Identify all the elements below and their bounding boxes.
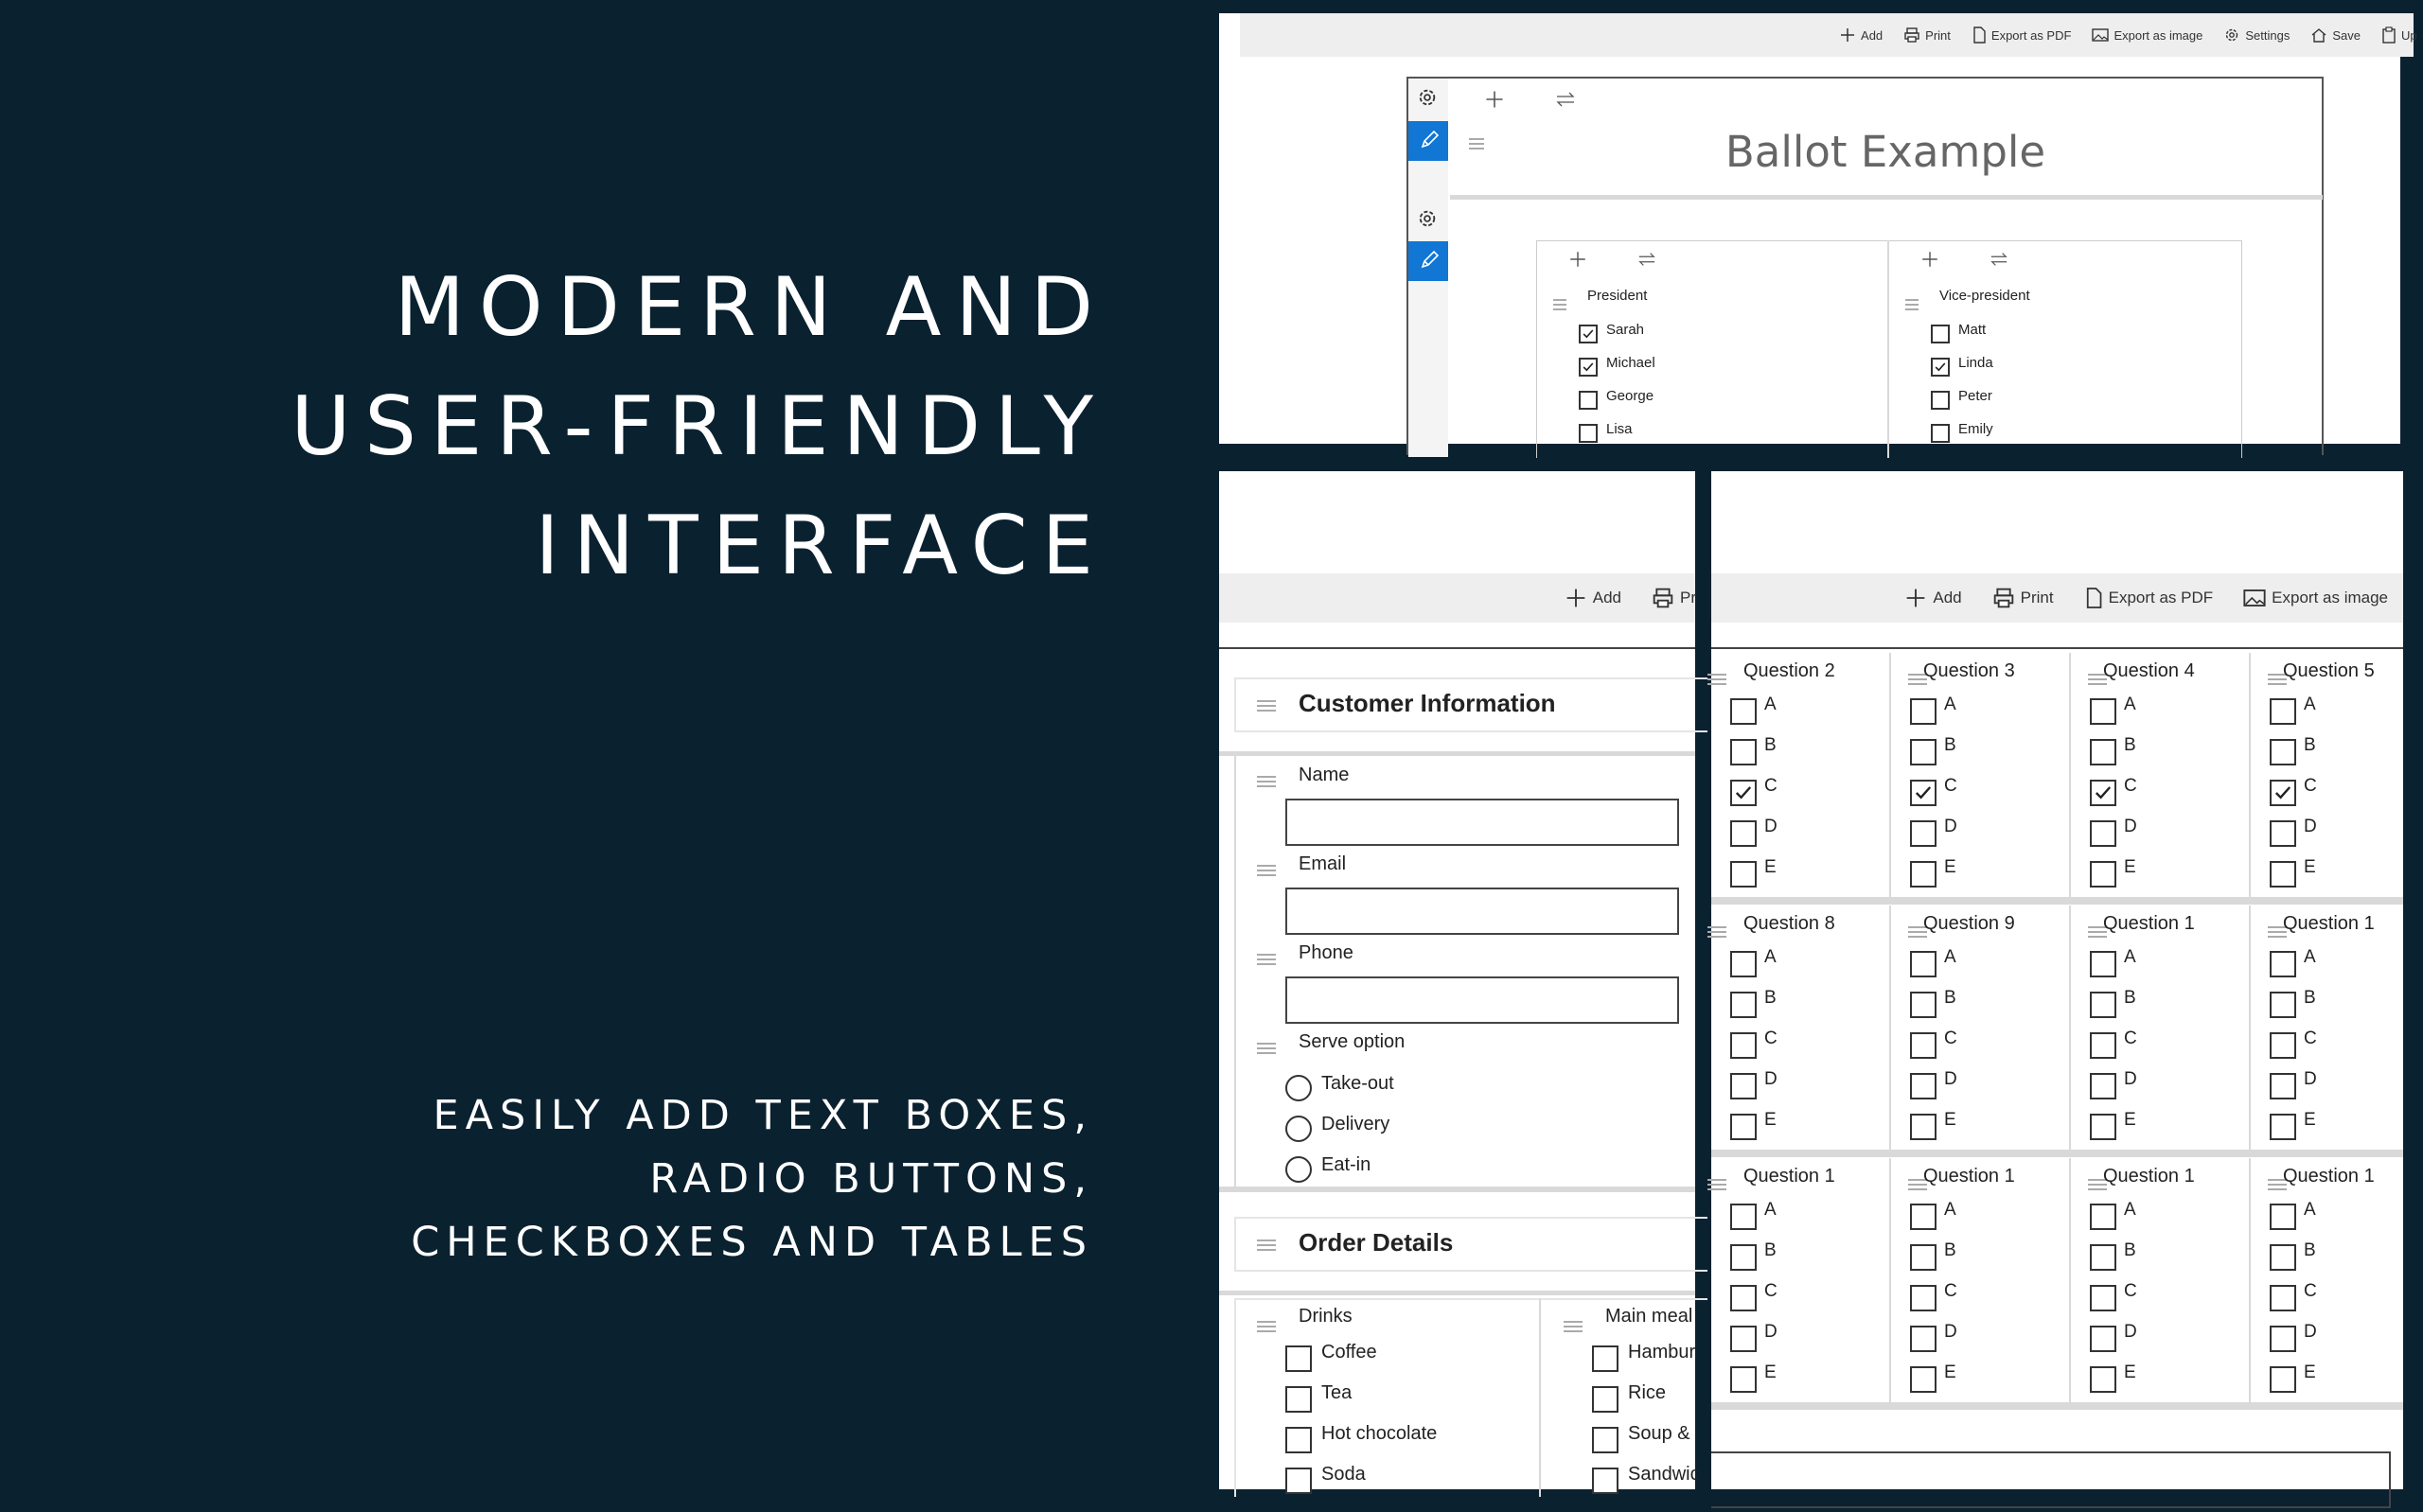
document-icon — [1972, 26, 1987, 44]
add-label: Add — [1933, 589, 1962, 607]
checkbox[interactable] — [1730, 1204, 1757, 1230]
choice-label: E — [1944, 1110, 1956, 1130]
add-button[interactable] — [1839, 26, 1883, 44]
checkbox[interactable] — [2090, 1326, 2116, 1352]
drag-handle-icon[interactable] — [1257, 1321, 1276, 1335]
option-label: Peter — [1958, 388, 1992, 404]
checkbox[interactable] — [2090, 992, 2116, 1018]
checkbox[interactable] — [1730, 739, 1757, 765]
checkbox[interactable] — [1931, 424, 1950, 443]
swap-arrows-icon — [1554, 89, 1577, 110]
field-label: Phone — [1299, 942, 1353, 963]
checkbox[interactable] — [2270, 861, 2296, 888]
option-label: Sandwic — [1628, 1464, 1700, 1485]
divider — [1219, 751, 1695, 756]
choice-label: B — [1944, 988, 1956, 1008]
choice-label: A — [1764, 1200, 1777, 1220]
add-button[interactable] — [1904, 587, 1961, 609]
checkbox[interactable] — [2270, 739, 2296, 765]
clipboard-icon — [2381, 26, 2396, 44]
field-label: Name — [1299, 765, 1350, 785]
option-label: Rice — [1628, 1382, 1667, 1403]
question-title: Question 1 — [2103, 1166, 2195, 1187]
upload-label: Up — [2401, 27, 2417, 43]
checkbox[interactable] — [2270, 780, 2296, 806]
checkbox[interactable] — [1730, 861, 1757, 888]
pencil-icon — [1408, 241, 1448, 281]
divider — [1711, 897, 2403, 905]
plus-icon — [1565, 587, 1587, 609]
choice-label: D — [1764, 1069, 1777, 1089]
radio-button[interactable] — [1285, 1116, 1312, 1142]
edit-pencil-button[interactable] — [1408, 241, 1448, 281]
add-button[interactable] — [1568, 250, 1587, 273]
checkbox[interactable] — [1730, 780, 1757, 806]
question-title: Question 2 — [1743, 660, 1835, 681]
section-title: Customer Information — [1299, 689, 1556, 717]
checkbox[interactable] — [1910, 820, 1937, 847]
choice-label: C — [1764, 1281, 1777, 1301]
option-label: Linda — [1958, 355, 1993, 371]
check-mark-icon — [1581, 360, 1596, 375]
export-image-button[interactable] — [2092, 27, 2202, 43]
column-title: President — [1587, 288, 1648, 304]
column-divider — [2249, 1158, 2251, 1402]
checkbox[interactable] — [1910, 780, 1937, 806]
checkbox[interactable] — [1910, 1326, 1937, 1352]
choice-label: B — [2304, 988, 2316, 1008]
check-mark-icon — [2092, 782, 2114, 804]
option-label: Take-out — [1321, 1073, 1394, 1094]
choice-label: E — [2124, 1110, 2136, 1130]
home-icon — [2310, 26, 2327, 44]
field-label: Serve option — [1299, 1031, 1406, 1052]
choice-label: B — [2124, 1240, 2136, 1260]
checkbox[interactable] — [2270, 1244, 2296, 1271]
checkbox[interactable] — [1910, 739, 1937, 765]
subheadline-line: RADIO BUTTONS, — [649, 1155, 1093, 1203]
choice-label: D — [2304, 1322, 2317, 1342]
quiz-screenshot — [1711, 471, 2403, 1489]
save-button[interactable] — [2310, 26, 2361, 44]
order-form-screenshot — [1219, 471, 1700, 1489]
drag-handle-icon[interactable] — [1257, 1043, 1276, 1057]
checkbox[interactable] — [1730, 1366, 1757, 1393]
form-left-border — [1234, 755, 1236, 1192]
drag-handle-icon[interactable] — [1707, 1179, 1726, 1193]
checkbox[interactable] — [2090, 1032, 2116, 1059]
checkbox[interactable] — [1730, 698, 1757, 725]
image-icon — [2092, 27, 2109, 43]
checkbox[interactable] — [2270, 992, 2296, 1018]
checkbox[interactable] — [1285, 1345, 1312, 1372]
text-input-name[interactable] — [1285, 799, 1679, 846]
printer-icon — [1652, 587, 1674, 609]
edit-pencil-button[interactable] — [1408, 121, 1448, 161]
checkbox[interactable] — [1910, 1032, 1937, 1059]
document-icon — [2084, 587, 2103, 609]
checkbox[interactable] — [2270, 698, 2296, 725]
checkbox[interactable] — [2090, 1285, 2116, 1311]
choice-label: E — [1944, 1363, 1956, 1382]
gear-icon — [1416, 86, 1439, 109]
checkbox[interactable] — [1579, 424, 1598, 443]
upload-button[interactable] — [2381, 26, 2417, 44]
printer-icon — [1992, 587, 2015, 609]
headline-line: MODERN AND — [394, 260, 1107, 355]
checkbox[interactable] — [1910, 1285, 1937, 1311]
question-title: Question 1 — [2283, 1166, 2375, 1187]
print-button[interactable] — [1992, 587, 2054, 609]
checkbox[interactable] — [2090, 698, 2116, 725]
subheadline-line: EASILY ADD TEXT BOXES, — [433, 1092, 1093, 1139]
divider — [1711, 1402, 2403, 1410]
option-label: Sarah — [1606, 322, 1645, 338]
checkbox[interactable] — [2270, 1366, 2296, 1393]
choice-label: D — [2124, 817, 2137, 836]
checkbox[interactable] — [1910, 951, 1937, 977]
plus-icon — [1568, 250, 1587, 269]
print-label: Pr — [1680, 589, 1696, 607]
column-divider — [1889, 1158, 1891, 1402]
checkbox[interactable] — [2090, 951, 2116, 977]
subheadline-line: CHECKBOXES AND TABLES — [411, 1219, 1093, 1266]
printer-icon — [1903, 26, 1920, 44]
quiz-toolbar — [1711, 573, 2403, 623]
checkbox[interactable] — [2090, 1366, 2116, 1393]
swap-button[interactable] — [1554, 89, 1577, 114]
choice-label: D — [1764, 1322, 1777, 1342]
choice-label: C — [1764, 1029, 1777, 1048]
checkbox[interactable] — [2090, 1073, 2116, 1099]
checkbox[interactable] — [1910, 1204, 1937, 1230]
drag-handle-icon[interactable] — [1257, 700, 1276, 714]
choice-label: D — [2124, 1322, 2137, 1342]
choice-label: E — [2304, 857, 2316, 877]
checkbox[interactable] — [1910, 1366, 1937, 1393]
question-title: Question 1 — [1923, 1166, 2015, 1187]
choice-label: C — [1764, 776, 1777, 796]
column-divider — [2069, 653, 2071, 897]
check-mark-icon — [2272, 782, 2294, 804]
choice-label: D — [1944, 1069, 1957, 1089]
checkbox[interactable] — [1931, 358, 1950, 377]
drag-handle-icon[interactable] — [1707, 674, 1726, 688]
checkbox[interactable] — [1730, 1244, 1757, 1271]
section-title: Order Details — [1299, 1228, 1454, 1257]
choice-label: D — [1944, 1322, 1957, 1342]
swap-button[interactable] — [1636, 250, 1657, 273]
swap-arrows-icon — [1989, 250, 2009, 269]
checkbox[interactable] — [2270, 820, 2296, 847]
choice-label: A — [2124, 694, 2136, 714]
text-input-phone[interactable] — [1285, 976, 1679, 1024]
question-title: Question 9 — [1923, 913, 2015, 934]
checkbox[interactable] — [2270, 1285, 2296, 1311]
export-pdf-label: Export as PDF — [2108, 589, 2214, 607]
choice-label: E — [1764, 1110, 1777, 1130]
question-title: Question 1 — [2283, 913, 2375, 934]
option-label: Hambur — [1628, 1342, 1696, 1363]
save-label: Save — [2332, 27, 2361, 43]
settings-gear-button[interactable] — [1416, 207, 1439, 235]
divider — [1711, 1150, 2403, 1157]
checkbox[interactable] — [1579, 325, 1598, 343]
choice-label: E — [2304, 1110, 2316, 1130]
divider — [1219, 1291, 1695, 1295]
checkbox[interactable] — [1730, 1114, 1757, 1140]
column-divider — [2069, 1158, 2071, 1402]
settings-label: Settings — [2245, 27, 2290, 43]
checkbox[interactable] — [2090, 820, 2116, 847]
checkbox[interactable] — [1910, 698, 1937, 725]
choice-label: D — [1944, 817, 1957, 836]
question-title: Question 3 — [1923, 660, 2015, 681]
checkbox[interactable] — [1592, 1427, 1618, 1453]
drag-handle-icon[interactable] — [1564, 1321, 1583, 1335]
divider — [1450, 195, 2323, 200]
checkbox[interactable] — [1910, 1114, 1937, 1140]
checkbox[interactable] — [2270, 1032, 2296, 1059]
column-title: Main meal — [1605, 1306, 1693, 1327]
column-title: Drinks — [1299, 1306, 1353, 1327]
checkbox[interactable] — [1730, 951, 1757, 977]
option-label: Michael — [1606, 355, 1655, 371]
choice-label: B — [2124, 988, 2136, 1008]
headline-line: INTERFACE — [535, 499, 1107, 593]
order-toolbar — [1219, 573, 1695, 623]
export-image-label: Export as image — [2113, 27, 2203, 43]
checkbox[interactable] — [1579, 391, 1598, 410]
drag-handle-icon[interactable] — [1257, 865, 1276, 879]
headline-line: USER-FRIENDLY — [291, 379, 1107, 474]
question-title: Question 4 — [2103, 660, 2195, 681]
plus-icon — [1920, 250, 1939, 269]
checkbox[interactable] — [1730, 1073, 1757, 1099]
choice-label: B — [2304, 1240, 2316, 1260]
divider — [1219, 1187, 1695, 1192]
export-image-label: Export as image — [2272, 589, 2388, 607]
checkbox[interactable] — [2090, 780, 2116, 806]
column-divider — [1539, 1298, 1541, 1497]
add-button[interactable] — [1920, 250, 1939, 273]
choice-label: E — [2124, 857, 2136, 877]
choice-label: A — [2304, 947, 2316, 967]
checkbox[interactable] — [2090, 1204, 2116, 1230]
choice-label: A — [2124, 1200, 2136, 1220]
choice-label: A — [1944, 694, 1956, 714]
export-image-button[interactable] — [2243, 588, 2388, 608]
checkbox[interactable] — [1910, 992, 1937, 1018]
checkbox[interactable] — [1910, 1244, 1937, 1271]
column-divider — [1889, 905, 1891, 1150]
choice-label: C — [2124, 776, 2137, 796]
export-pdf-label: Export as PDF — [1990, 27, 2072, 43]
settings-button[interactable] — [2223, 26, 2290, 44]
swap-button[interactable] — [1989, 250, 2009, 273]
image-icon — [2243, 588, 2266, 608]
choice-label: C — [2304, 776, 2317, 796]
question-title: Question 1 — [1743, 1166, 1835, 1187]
field-label: Email — [1299, 853, 1347, 874]
checkbox[interactable] — [1592, 1345, 1618, 1372]
question-title: Question 5 — [2283, 660, 2375, 681]
option-label: Coffee — [1321, 1342, 1377, 1363]
checkbox[interactable] — [1730, 992, 1757, 1018]
choice-label: A — [2304, 1200, 2316, 1220]
check-mark-icon — [1912, 782, 1935, 804]
checkbox[interactable] — [1730, 1285, 1757, 1311]
divider — [1711, 647, 2403, 649]
column-divider — [1889, 653, 1891, 897]
checkbox[interactable] — [1910, 1073, 1937, 1099]
choice-label: C — [1944, 1281, 1957, 1301]
export-pdf-button[interactable] — [1972, 26, 2072, 44]
option-label: Matt — [1958, 322, 1987, 338]
choice-label: D — [2124, 1069, 2137, 1089]
checkbox[interactable] — [2270, 1326, 2296, 1352]
choice-label: B — [1764, 988, 1777, 1008]
choice-label: B — [1944, 1240, 1956, 1260]
check-mark-icon — [1581, 326, 1596, 342]
choice-label: B — [1764, 735, 1777, 755]
text-input-email[interactable] — [1285, 888, 1679, 935]
add-button[interactable] — [1565, 587, 1621, 609]
plus-icon — [1484, 89, 1505, 110]
checkbox[interactable] — [1931, 391, 1950, 410]
checkbox[interactable] — [1579, 358, 1598, 377]
radio-button[interactable] — [1285, 1075, 1312, 1101]
ballot-toolbar — [1240, 13, 2417, 57]
option-label: Eat-in — [1321, 1154, 1371, 1175]
export-pdf-button[interactable] — [2084, 587, 2214, 609]
drag-handle-icon[interactable] — [1257, 1239, 1276, 1254]
column-divider — [1887, 240, 1889, 458]
choice-label: E — [2124, 1363, 2136, 1382]
option-label: Emily — [1958, 421, 1993, 437]
question-title: Question 1 — [2103, 913, 2195, 934]
choice-label: A — [1944, 1200, 1956, 1220]
checkbox[interactable] — [2270, 1073, 2296, 1099]
checkbox[interactable] — [2090, 1244, 2116, 1271]
plus-icon — [1904, 587, 1927, 609]
choice-label: E — [1764, 1363, 1777, 1382]
ballot-screenshot — [1219, 13, 2417, 444]
option-label: Soup & — [1628, 1423, 1690, 1444]
drag-handle-icon[interactable] — [1905, 299, 1919, 313]
divider — [1219, 647, 1695, 649]
choice-label: A — [1764, 947, 1777, 967]
print-label: Print — [1925, 27, 1951, 43]
checkbox[interactable] — [1285, 1468, 1312, 1494]
settings-gear-button[interactable] — [1416, 86, 1439, 114]
option-label: Delivery — [1321, 1114, 1390, 1134]
question-title: Question 8 — [1743, 913, 1835, 934]
column-divider — [2249, 905, 2251, 1150]
pencil-icon — [1408, 121, 1448, 161]
option-label: George — [1606, 388, 1654, 404]
choice-label: A — [1764, 694, 1777, 714]
checkbox[interactable] — [2090, 861, 2116, 888]
plus-icon — [1839, 26, 1856, 44]
drag-handle-icon[interactable] — [1553, 299, 1566, 313]
column-title: Vice-president — [1939, 288, 2030, 304]
print-button[interactable] — [1903, 26, 1951, 44]
gear-icon — [1416, 207, 1439, 230]
checkbox[interactable] — [2270, 1114, 2296, 1140]
option-label: Hot chocolate — [1321, 1423, 1438, 1444]
option-label: Lisa — [1606, 421, 1633, 437]
choice-label: C — [1944, 1029, 1957, 1048]
choice-label: E — [1764, 857, 1777, 877]
column-divider — [2249, 653, 2251, 897]
check-mark-icon — [1933, 360, 1948, 375]
choice-label: C — [2304, 1029, 2317, 1048]
choice-label: E — [2304, 1363, 2316, 1382]
print-label: Print — [2020, 589, 2054, 607]
choice-label: B — [1944, 735, 1956, 755]
checkbox[interactable] — [1285, 1386, 1312, 1413]
choice-label: C — [2124, 1281, 2137, 1301]
add-label: Add — [1861, 27, 1884, 43]
checkbox[interactable] — [1730, 820, 1757, 847]
checkbox[interactable] — [2270, 951, 2296, 977]
choice-label: B — [2124, 735, 2136, 755]
choice-label: E — [1944, 857, 1956, 877]
swap-arrows-icon — [1636, 250, 1657, 269]
ballot-title: Ballot Example — [1724, 127, 2046, 177]
choice-label: B — [1764, 1240, 1777, 1260]
checkbox[interactable] — [2090, 1114, 2116, 1140]
checkbox[interactable] — [1730, 1326, 1757, 1352]
drag-handle-icon[interactable] — [1257, 776, 1276, 790]
checkbox[interactable] — [1730, 1032, 1757, 1059]
add-label: Add — [1592, 589, 1621, 607]
next-section-frame — [1711, 1451, 2391, 1508]
choice-label: D — [1764, 817, 1777, 836]
checkbox[interactable] — [2270, 1204, 2296, 1230]
checkbox[interactable] — [1910, 861, 1937, 888]
checkbox[interactable] — [1592, 1468, 1618, 1494]
drag-handle-icon[interactable] — [1257, 954, 1276, 968]
checkbox[interactable] — [1285, 1427, 1312, 1453]
choice-label: A — [2304, 694, 2316, 714]
checkbox[interactable] — [2090, 739, 2116, 765]
print-button[interactable] — [1652, 587, 1695, 609]
check-mark-icon — [1732, 782, 1755, 804]
column-divider — [2069, 905, 2071, 1150]
headline — [291, 248, 1107, 606]
choice-label: C — [2124, 1029, 2137, 1048]
choice-label: C — [2304, 1281, 2317, 1301]
choice-label: A — [2124, 947, 2136, 967]
checkbox[interactable] — [1592, 1386, 1618, 1413]
option-label: Tea — [1321, 1382, 1353, 1403]
choice-label: C — [1944, 776, 1957, 796]
choice-label: B — [2304, 735, 2316, 755]
choice-label: D — [2304, 817, 2317, 836]
drag-handle-icon[interactable] — [1707, 926, 1726, 941]
gear-icon — [2223, 26, 2240, 44]
checkbox[interactable] — [1931, 325, 1950, 343]
radio-button[interactable] — [1285, 1156, 1312, 1183]
add-row-button[interactable] — [1484, 89, 1505, 114]
subheadline — [411, 1084, 1093, 1275]
choice-label: A — [1944, 947, 1956, 967]
option-label: Soda — [1321, 1464, 1366, 1485]
choice-label: D — [2304, 1069, 2317, 1089]
